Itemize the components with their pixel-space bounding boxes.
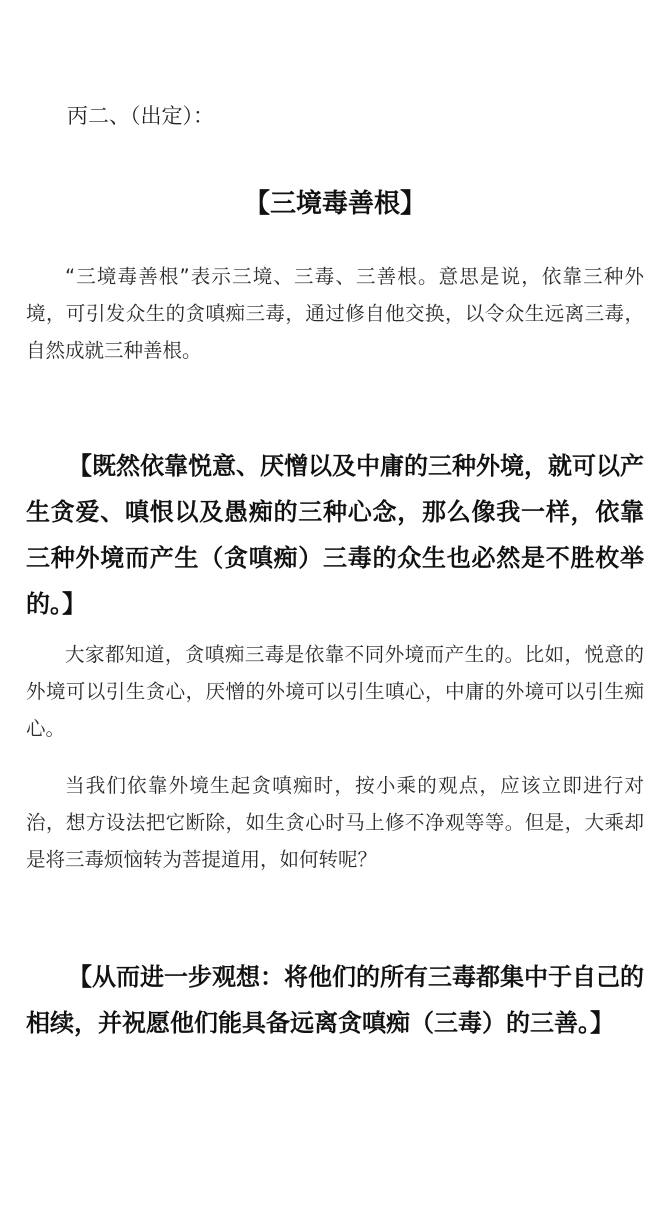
verse-paragraph-2: 【从而进一步观想：将他们的所有三毒都集中于自己的相续，并祝愿他们能具备远离贪嗔痴（三毒）的三善。】 (26, 962, 644, 1037)
page-title: 【三境毒善根】 (243, 189, 426, 219)
section-label: 丙二、（出定）： (67, 104, 214, 128)
intro-paragraph: “三境毒善根”表示三境、三毒、三善根。意思是说，依靠三种外境，可引发众生的贪嗔痴三毒，通过修自他交换，以令众生远离三毒，自然成就三种善根。 (26, 265, 644, 362)
explanation-paragraph-2: 当我们依靠外境生起贪嗔痴时，按小乘的观点，应该立即进行对治，想方设法把它断除，如生贪心时马上修不净观等等。但是，大乘却是将三毒烦恼转为菩提道用，如何转呢？ (26, 774, 644, 871)
explanation-paragraph-1: 大家都知道，贪嗔痴三毒是依靠不同外境而产生的。比如，悦意的外境可以引生贪心，厌憎的外境可以引生嗔心，中庸的外境可以引生痴心。 (26, 643, 644, 740)
verse-paragraph-1: 【既然依靠悦意、厌憎以及中庸的三种外境，就可以产生贪爱、嗔恨以及愚痴的三种心念，那么像我一样，依靠三种外境而产生（贪嗔痴）三毒的众生也必然是不胜枚举的。】 (26, 451, 644, 618)
